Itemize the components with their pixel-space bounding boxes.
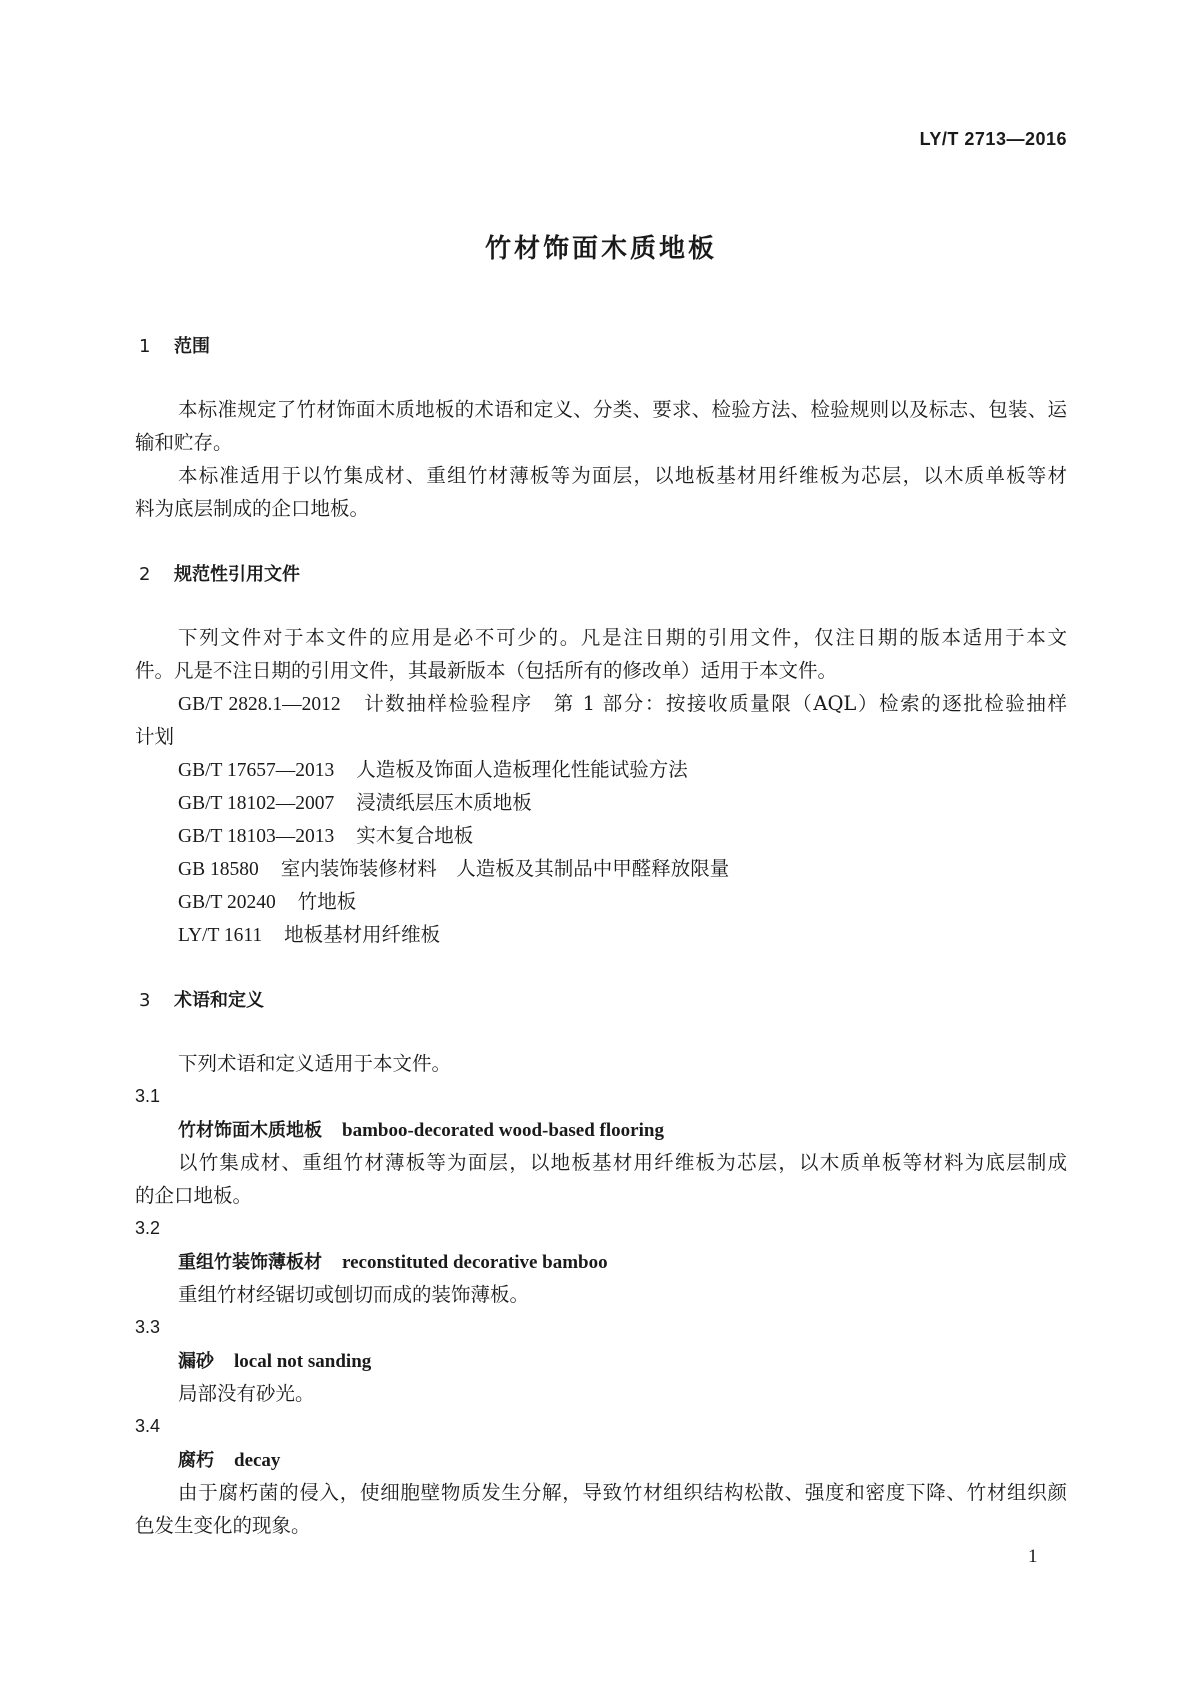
section-number: 1 <box>139 336 151 357</box>
term-english: reconstituted decorative bamboo <box>342 1252 608 1273</box>
reference-entry <box>135 885 1067 918</box>
reference-code: LY/T 1611 <box>178 925 263 946</box>
term-chinese: 腐朽 <box>178 1450 214 1471</box>
reference-title: 浸渍纸层压木质地板 <box>356 791 532 814</box>
term-entry <box>135 1113 1067 1146</box>
section-normative-references <box>135 558 1067 951</box>
section-terms-definitions <box>135 984 1067 1542</box>
clause-number: 3.1 <box>135 1086 161 1106</box>
reference-code: GB/T 18102—2007 <box>178 793 335 814</box>
definition-line: 重组竹材经锯切或刨切而成的装饰薄板。 <box>178 1283 530 1306</box>
term-entry <box>135 1344 1067 1377</box>
document-title: 竹材饰面木质地板 <box>484 234 717 264</box>
paragraph-line: 本标准适用于以竹集成材、重组竹材薄板等为面层，以地板基材用纤维板为芯层，以木质单板等材 <box>178 464 1067 487</box>
term-chinese: 竹材饰面木质地板 <box>178 1120 322 1141</box>
reference-title-continued: 计划 <box>135 725 175 748</box>
reference-entry <box>135 819 1067 852</box>
clause-number: 3.2 <box>135 1218 161 1238</box>
paragraph-line: 料为底层制成的企口地板。 <box>135 497 370 520</box>
definition-line: 的企口地板。 <box>135 1184 253 1207</box>
reference-entry <box>135 852 1067 885</box>
reference-entry <box>135 687 1067 720</box>
definition-line: 以竹集成材、重组竹材薄板等为面层，以地板基材用纤维板为芯层，以木质单板等材料为底层制成 <box>178 1151 1067 1174</box>
clause-number: 3.4 <box>135 1416 161 1436</box>
reference-title: 人造板及饰面人造板理化性能试验方法 <box>356 758 688 781</box>
term-entry <box>135 1443 1067 1476</box>
clause-number: 3.3 <box>135 1317 161 1337</box>
section-heading <box>135 984 1067 1017</box>
reference-code: GB/T 18103—2013 <box>178 826 335 847</box>
term-entry <box>135 1245 1067 1278</box>
paragraph-line: 本标准规定了竹材饰面木质地板的术语和定义、分类、要求、检验方法、检验规则以及标志、包装、运 <box>178 398 1067 421</box>
term-chinese: 重组竹装饰薄板材 <box>178 1252 322 1273</box>
reference-entry <box>135 753 1067 786</box>
paragraph-line: 输和贮存。 <box>135 431 233 454</box>
term-english: local not sanding <box>234 1351 372 1372</box>
section-heading <box>135 558 1067 591</box>
reference-code: GB/T 20240 <box>178 892 276 913</box>
paragraph-line: 下列文件对于本文件的应用是必不可少的。凡是注日期的引用文件，仅注日期的版本适用于本文 <box>178 626 1067 649</box>
section-title: 术语和定义 <box>174 990 264 1011</box>
page-number: 1 <box>1028 1546 1038 1567</box>
paragraph-line: 下列术语和定义适用于本文件。 <box>178 1052 452 1075</box>
reference-code: GB/T 17657—2013 <box>178 760 335 781</box>
definition-line: 色发生变化的现象。 <box>135 1514 311 1537</box>
reference-title: 实木复合地板 <box>356 824 474 847</box>
reference-code: GB 18580 <box>178 859 259 880</box>
reference-code: GB/T 2828.1—2012 <box>178 694 341 715</box>
term-chinese: 漏砂 <box>178 1351 214 1372</box>
definition-line: 局部没有砂光。 <box>178 1382 315 1405</box>
definition-line: 由于腐朽菌的侵入，使细胞壁物质发生分解，导致竹材组织结构松散、强度和密度下降、竹材组织颜 <box>178 1481 1067 1504</box>
reference-entry <box>135 786 1067 819</box>
section-number: 3 <box>139 990 151 1011</box>
section-scope <box>135 330 1067 525</box>
term-english: decay <box>234 1450 281 1471</box>
reference-title: 室内装饰装修材料 人造板及其制品中甲醛释放限量 <box>280 857 730 880</box>
term-english: bamboo-decorated wood-based flooring <box>342 1120 664 1141</box>
section-title: 规范性引用文件 <box>174 564 300 585</box>
section-number: 2 <box>139 564 151 585</box>
reference-title: 地板基材用纤维板 <box>284 923 441 946</box>
reference-entry <box>135 918 1067 951</box>
document-body <box>135 330 1067 1542</box>
paragraph-line: 件。凡是不注日期的引用文件，其最新版本（包括所有的修改单）适用于本文件。 <box>135 659 838 682</box>
reference-title: 竹地板 <box>297 890 357 913</box>
reference-title: 计数抽样检验程序 第 1 部分：按接收质量限（AQL）检索的逐批检验抽样 <box>362 692 1067 715</box>
section-heading <box>135 330 1067 363</box>
document-code: LY/T 2713—2016 <box>919 129 1067 149</box>
section-title: 范围 <box>174 336 210 357</box>
